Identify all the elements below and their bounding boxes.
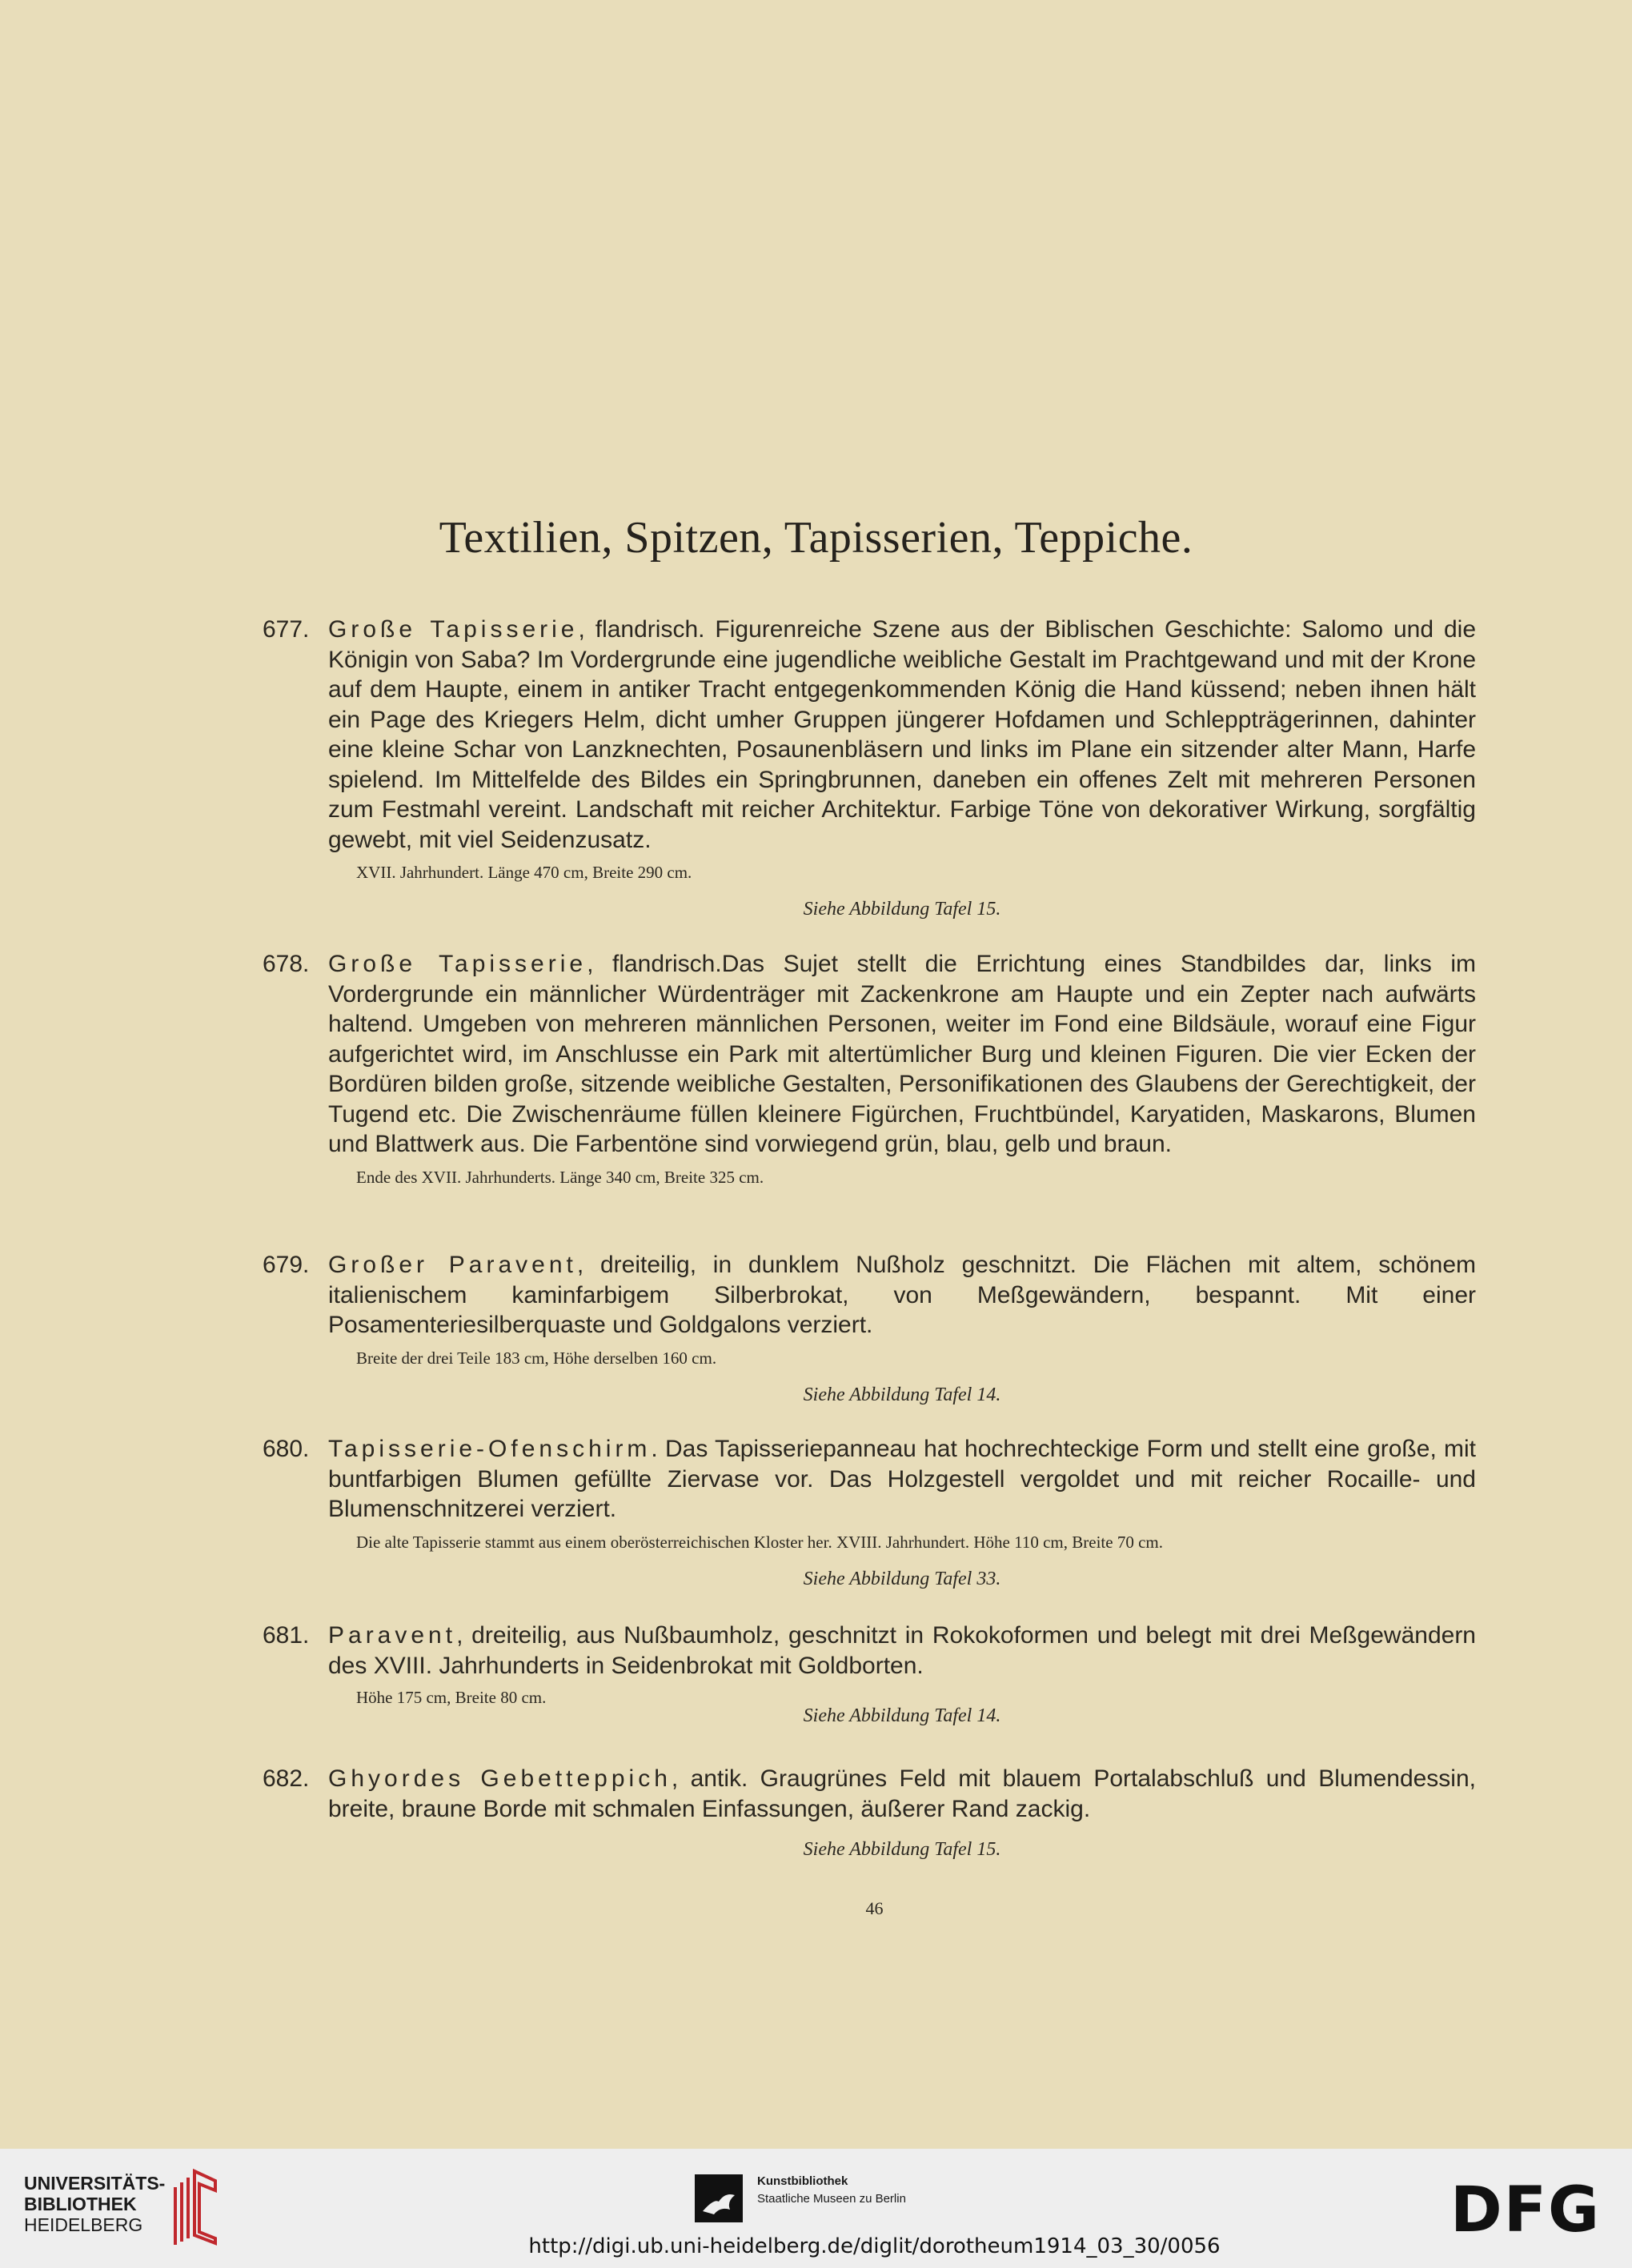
entry-body	[328, 1621, 1476, 1681]
ub-logo-line: BIBLIOTHEK	[24, 2194, 137, 2214]
entry-number: 678.	[263, 951, 310, 977]
catalog-entry-677	[264, 615, 1476, 925]
catalog-entry-678	[264, 949, 1476, 1188]
catalog-entry-679	[264, 1250, 1476, 1410]
page-number: 46	[865, 1898, 884, 1918]
entry-note: XVII. Jahrhundert. Länge 470 cm, Breite 290 cm.	[356, 863, 692, 882]
catalog-entry-680	[264, 1434, 1476, 1594]
kb-logo-line: Kunstbibliothek	[757, 2174, 848, 2188]
ub-heidelberg-logo[interactable]	[24, 2173, 165, 2235]
page-title: Textilien, Spitzen, Tapisserien, Teppiche.	[439, 513, 1193, 563]
ub-logo-line: UNIVERSITÄTS-	[24, 2173, 166, 2194]
entry-heading: Großer Paravent	[328, 1252, 577, 1278]
entry-note: Höhe 175 cm, Breite 80 cm.	[356, 1688, 547, 1707]
entry-text: , dreiteilig, in dunklem Nußholz geschnitzt. Die Flächen mit altem, schönem italienischem kaminfarbigem Silberbrokat, von Meßgewändern, bespannt. Mit einer Posamenteriesilberquaste und Goldgalons verziert.	[328, 1252, 1476, 1338]
entry-number: 681.	[263, 1622, 310, 1649]
entry-heading: Ghyordes Gebetteppich	[328, 1765, 672, 1792]
entry-body	[328, 1250, 1476, 1340]
entry-text: , flandrisch.Das Sujet stellt die Errichtung eines Standbildes dar, links im Vordergrunde ein männlicher Würdenträger mit Zackenkrone am Haupte und ein Zepter nach aufwärts haltend. Umgeben von mehreren männlichen Personen, weiter im Fond eine Bildsäule, worauf eine Figur aufgerichtet wird, im Anschlusse ein Park mit altertümlicher Burg und kleinen Figuren. Die vier Ecken der Bordüren bilden große, sitzende weibliche Gestalten, Personifikationen des Glaubens der Gerechtigkeit, der Tugend etc. Die Zwischenräume füllen kleinere Figürchen, Fruchtbündel, Karyatiden, Maskarons, Blumen und Blattwerk aus. Die Farbentöne sind vorwiegend grün, blau, gelb und braun.	[328, 951, 1476, 1157]
kunstbibliothek-logo[interactable]	[757, 2173, 906, 2208]
dfg-logo[interactable]: DFG	[1450, 2174, 1602, 2246]
entry-body	[328, 1764, 1476, 1824]
entry-text: , dreiteilig, aus Nußbaumholz, geschnitzt in Rokokoformen und belegt mit drei Meßgewändern des XVIII. Jahrhunderts in Seidenbrokat mit Goldborten.	[328, 1622, 1476, 1679]
kunstbibliothek-eagle-icon	[695, 2174, 743, 2222]
entry-note: Breite der drei Teile 183 cm, Höhe derselben 160 cm.	[356, 1348, 717, 1368]
entry-heading: Tapisserie-Ofenschirm	[328, 1436, 652, 1462]
permalink-url[interactable]: http://digi.ub.uni-heidelberg.de/diglit/dorotheum1914_03_30/0056	[528, 2234, 1221, 2258]
entry-note: Die alte Tapisserie stammt aus einem oberösterreichischen Kloster her. XVIII. Jahrhundert. Höhe 110 cm, Breite 70 cm.	[356, 1532, 1163, 1552]
catalog-entry-682	[264, 1764, 1476, 1865]
entry-heading: Paravent	[328, 1622, 457, 1649]
catalog-entry-681	[264, 1621, 1476, 1731]
kb-logo-line: Staatliche Museen zu Berlin	[757, 2192, 906, 2206]
footer-bar	[0, 2149, 1632, 2268]
entry-body	[328, 615, 1476, 855]
entry-heading: Große Tapisserie	[328, 616, 579, 643]
entry-number: 680.	[263, 1436, 310, 1462]
entry-number: 679.	[263, 1252, 310, 1278]
entry-number: 677.	[263, 616, 310, 643]
entry-body	[328, 1434, 1476, 1525]
entry-text: . Das Tapisseriepanneau hat hochrechteckige Form und stellt eine große, mit buntfarbigen Blumen gefüllte Ziervase vor. Das Holzgestell vergoldet und mit reicher Rocaille- und Blumenschnitzerei verziert.	[328, 1436, 1476, 1522]
entry-see-reference: Siehe Abbildung Tafel 15.	[803, 1839, 1001, 1860]
ub-logo-line: HEIDELBERG	[24, 2214, 143, 2235]
entry-see-reference: Siehe Abbildung Tafel 14.	[803, 1705, 1001, 1726]
entry-see-reference: Siehe Abbildung Tafel 15.	[803, 899, 1001, 920]
entry-note: Ende des XVII. Jahrhunderts. Länge 340 cm, Breite 325 cm.	[356, 1167, 764, 1187]
entry-see-reference: Siehe Abbildung Tafel 33.	[803, 1568, 1001, 1589]
entry-heading: Große Tapisserie	[328, 951, 587, 977]
entry-number: 682.	[263, 1765, 310, 1792]
entry-body	[328, 949, 1476, 1160]
entry-text: , antik. Graugrünes Feld mit blauem Portalabschluß und Blumendessin, breite, braune Borde mit schmalen Einfassungen, äußerer Rand zackig.	[328, 1765, 1476, 1822]
entry-text: , flandrisch. Figurenreiche Szene aus der Biblischen Geschichte: Salomo und die Königin von Saba? Im Vordergrunde eine jugendliche weibliche Gestalt im Prachtgewand und mit der Krone auf dem Haupte, einem in antiker Tracht entgegenkommenden König die Hand küssend; neben ihnen hält ein Page des Kriegers Helm, dicht umher Gruppen jüngerer Hofdamen und Schleppträgerinnen, dahinter eine kleine Schar von Lanzknechten, Posaunenbläsern und links im Plane ein sitzender alter Mann, Harfe spielend. Im Mittelfelde des Bildes ein Springbrunnen, daneben ein offenes Zelt mit mehreren Personen zum Festmahl vereint. Landschaft mit reicher Architektur. Farbige Töne von dekorativer Wirkung, sorgfältig gewebt, mit viel Seidenzusatz.	[328, 616, 1476, 853]
entry-see-reference: Siehe Abbildung Tafel 14.	[803, 1384, 1001, 1405]
